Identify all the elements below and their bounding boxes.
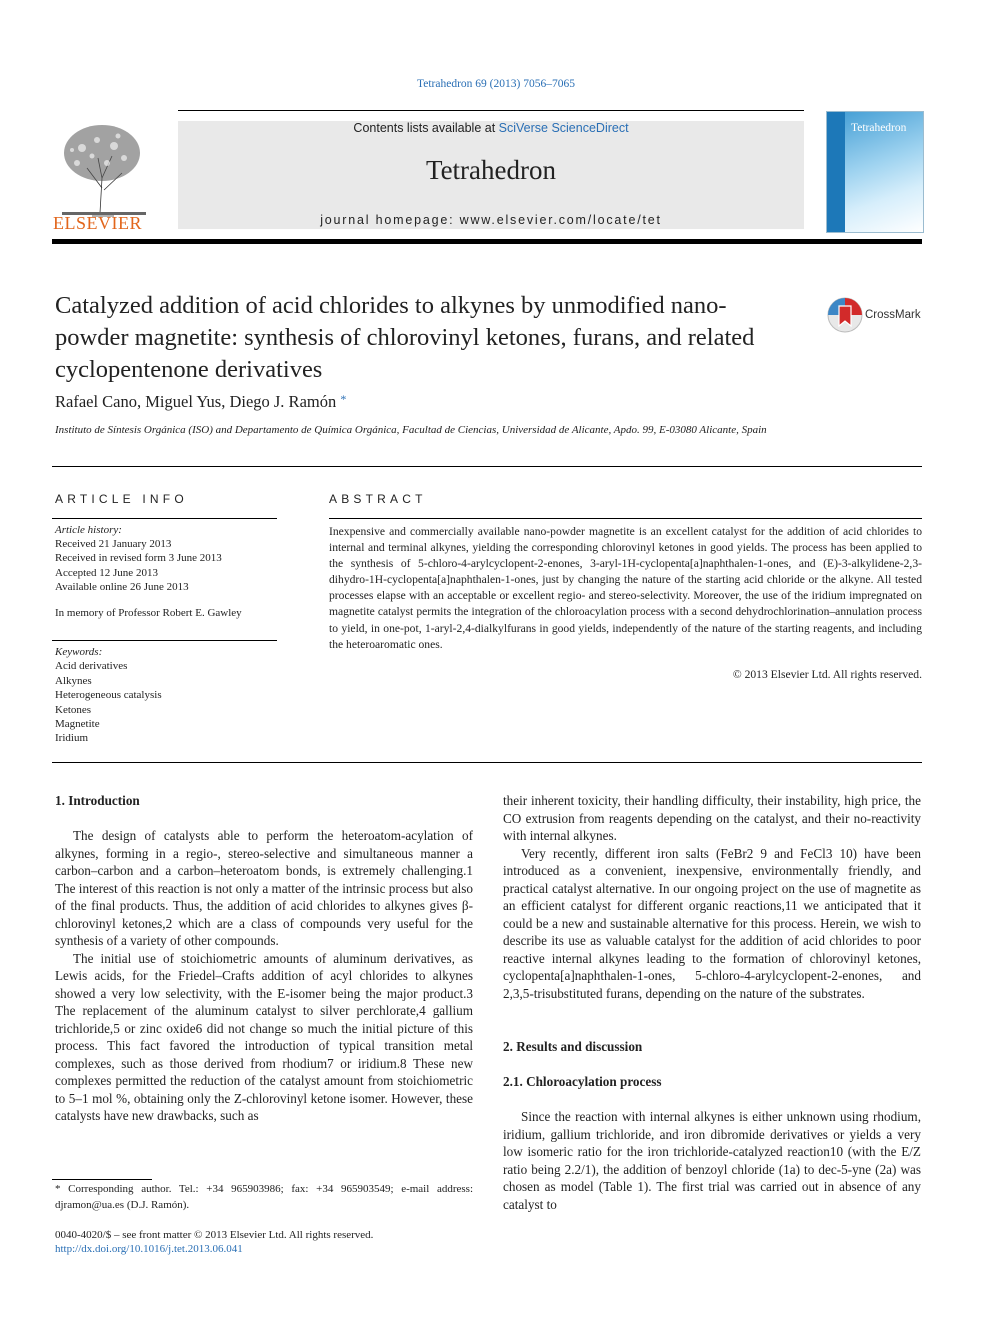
article-title: Catalyzed addition of acid chlorides to alkynes by unmodified nano-powder magnetite: synthesis of chlorovinyl ketones, furans, and related cyclopentenone derivatives <box>55 292 755 383</box>
article-history <box>55 523 280 594</box>
paragraph: The initial use of stoichiometric amounts of aluminum derivatives, as Lewis acids, for the Friedel–Crafts addition of acyl chlorides to alkynes showed a very low selectivity, with the E-isomer being the major product.3 The replacement of the aluminum catalyst to silver perchlorate,4 gallium trichloride,5 or zinc oxide6 did not change so much the initial picture of this process. This fact favored the introduction of typical transition metal complexes, such as those derived from rhodium7 or iridium.8 These new complexes permitted the reduction of the catalyst amount from stoichiometric to 5–1 mol %, obtaining only the Z-chlorovinyl ketone isomer. However, these catalysts have new drawbacks, such as <box>55 950 473 1123</box>
keyword: Magnetite <box>55 718 100 731</box>
history-item: Available online 26 June 2013 <box>55 580 189 593</box>
header-top-rule <box>178 110 804 111</box>
paragraph: The design of catalysts able to perform the heteroatom-acylation of alkynes, forming in a regio-, stereo-selective and simultaneous manner a carbon–carbon and a carbon–heteroatom bonds, is extremely challenging.1 The interest of this reaction is not only a matter of the intrinsic process but also of the final products. Thus, the addition of acid chlorides to alkynes gives β-chlorovinyl ketones,2 which are a class of compounds very useful for the synthesis of a variety of other compounds. <box>55 828 473 948</box>
paragraph: Since the reaction with internal alkynes is either unknown using rhodium, iridium, gallium trichloride, and iron dibromide derivatives or yields a very low isomeric ratio for the iron trichloride-catalyzed reaction10 (with the E/Z ratio being 2.2/1), the addition of benzoyl chloride (1a) to dec-5-yne (2a) was chosen as model (Table 1). The first trial was carried out in absence of any catalyst to <box>503 1109 921 1212</box>
keyword: Ketones <box>55 703 92 716</box>
subsection-heading: 2.1. Chloroacylation process <box>503 1074 662 1089</box>
keyword: Iridium <box>55 732 88 745</box>
dedication: In memory of Professor Robert E. Gawley <box>55 607 242 619</box>
left-column <box>55 827 473 1125</box>
paragraph: Very recently, different iron salts (FeBr2 9 and FeCl3 10) have been introduced as a convenient, inexpensive, environmentally friendly, and practical catalyst alternative. In our ongoing project on the use of magnetite as an efficient catalyst for different organic reactions,11 we anticipated that it could be a new and sustainable alternative for this process. Herein, we wish to describe its use as valuable catalyst for the addition of acid chlorides to poor reactive internal alkynes leading to the formation of chlorovinyl ketones, cyclopenta[a]naphthalen-1-ones, 5-chloro-4-arylcyclopent-2-enones, and 2,3,5-trisubstituted furans, depending on the nature of the substrates. <box>503 845 921 1001</box>
contents-line <box>178 121 804 135</box>
right-column <box>503 792 921 1002</box>
abstract-text: Inexpensive and commercially available nano-powder magnetite is an excellent catalyst for the addition of acid chlorides to internal and terminal alkynes, yielding the corresponding chlorovinyl ketones in good yields. The process has been applied to the synthesis of 5-chloro-4-arylcyclopent-2-enones, 3-aryl-1H-cyclopenta[a]naphthalen-1-ones, and (E)-3-alkylidene-2,3-dihydro-1H-cyclopenta[a]naphthalen-1-ones, just by changing the nature of the starting acid chloride or the alkyne. All tested processes elapse with an acceptable or excellent regio- and stereo-selectivity. Moreover, the use of the iridium impregnated on magnetite catalyst permits the integration of the chloroacylation process with a second dehydrochlorination–annulation process to yield, in one-pot, 1-aryl-2,4-dialkylfurans in good yields, independently of the nature of the starting reagents, and including the heteroaromatic ones. <box>329 525 922 651</box>
article-info-heading: ARTICLE INFO <box>55 492 188 506</box>
cover-strip <box>827 112 845 232</box>
divider <box>329 518 922 519</box>
affiliation: Instituto de Síntesis Orgánica (ISO) and Departamento de Química Orgánica, Facultad de Ciencias, Universidad de Alicante, Apdo. 99, E-03080 Alicante, Spain <box>55 424 767 436</box>
divider <box>52 518 277 519</box>
divider <box>52 762 922 763</box>
journal-title: Tetrahedron <box>425 155 557 185</box>
corresponding-author-mark[interactable]: * <box>340 392 347 406</box>
cover-title: Tetrahedron <box>851 122 907 134</box>
section-heading-introduction: 1. Introduction <box>55 793 140 808</box>
keywords-label: Keywords: <box>55 646 103 658</box>
section-heading-results: 2. Results and discussion <box>503 1039 643 1054</box>
doi-link[interactable]: http://dx.doi.org/10.1016/j.tet.2013.06.041 <box>55 1243 243 1255</box>
corresponding-author-footnote: * Corresponding author. Tel.: +34 965903986; fax: +34 965903549; e-mail address: djramon@ua.es (D.J. Ramón). <box>55 1183 473 1211</box>
issn-line: 0040-4020/$ – see front matter © 2013 Elsevier Ltd. All rights reserved. <box>55 1229 374 1241</box>
keyword: Acid derivatives <box>55 660 128 673</box>
history-item: Accepted 12 June 2013 <box>55 566 158 579</box>
abstract-heading: ABSTRACT <box>329 492 427 506</box>
journal-homepage-link[interactable]: journal homepage: www.elsevier.com/locate/tet <box>320 213 662 227</box>
elsevier-wordmark: ELSEVIER <box>53 213 142 233</box>
crossmark-label: CrossMark <box>865 309 921 321</box>
journal-cover-thumbnail[interactable] <box>826 111 924 233</box>
journal-reference[interactable]: Tetrahedron 69 (2013) 7056–7065 <box>417 78 575 90</box>
crossmark-icon <box>826 296 864 334</box>
keyword: Heterogeneous catalysis <box>55 689 162 702</box>
crossmark-badge[interactable] <box>826 296 936 336</box>
keywords <box>55 645 280 746</box>
history-label: Article history: <box>55 524 122 536</box>
keyword: Alkynes <box>55 674 92 687</box>
paragraph: their inherent toxicity, their handling difficulty, their instability, high price, the CO extrusion from reagents depending on the catalyst, and their no-reactivity with internal alkynes. <box>503 793 921 843</box>
author-list <box>55 392 346 412</box>
header-thick-rule <box>52 239 922 244</box>
right-column-continued <box>503 1108 921 1213</box>
footnote-rule <box>52 1179 152 1180</box>
divider <box>52 640 277 641</box>
abstract-copyright: © 2013 Elsevier Ltd. All rights reserved. <box>732 668 922 681</box>
history-item: Received 21 January 2013 <box>55 538 172 551</box>
contents-prefix: Contents lists available at <box>353 121 499 135</box>
authors-names: Rafael Cano, Miguel Yus, Diego J. Ramón <box>55 392 337 411</box>
divider <box>52 466 922 467</box>
history-item: Received in revised form 3 June 2013 <box>55 552 222 565</box>
sciencedirect-link[interactable]: SciVerse ScienceDirect <box>498 121 629 135</box>
